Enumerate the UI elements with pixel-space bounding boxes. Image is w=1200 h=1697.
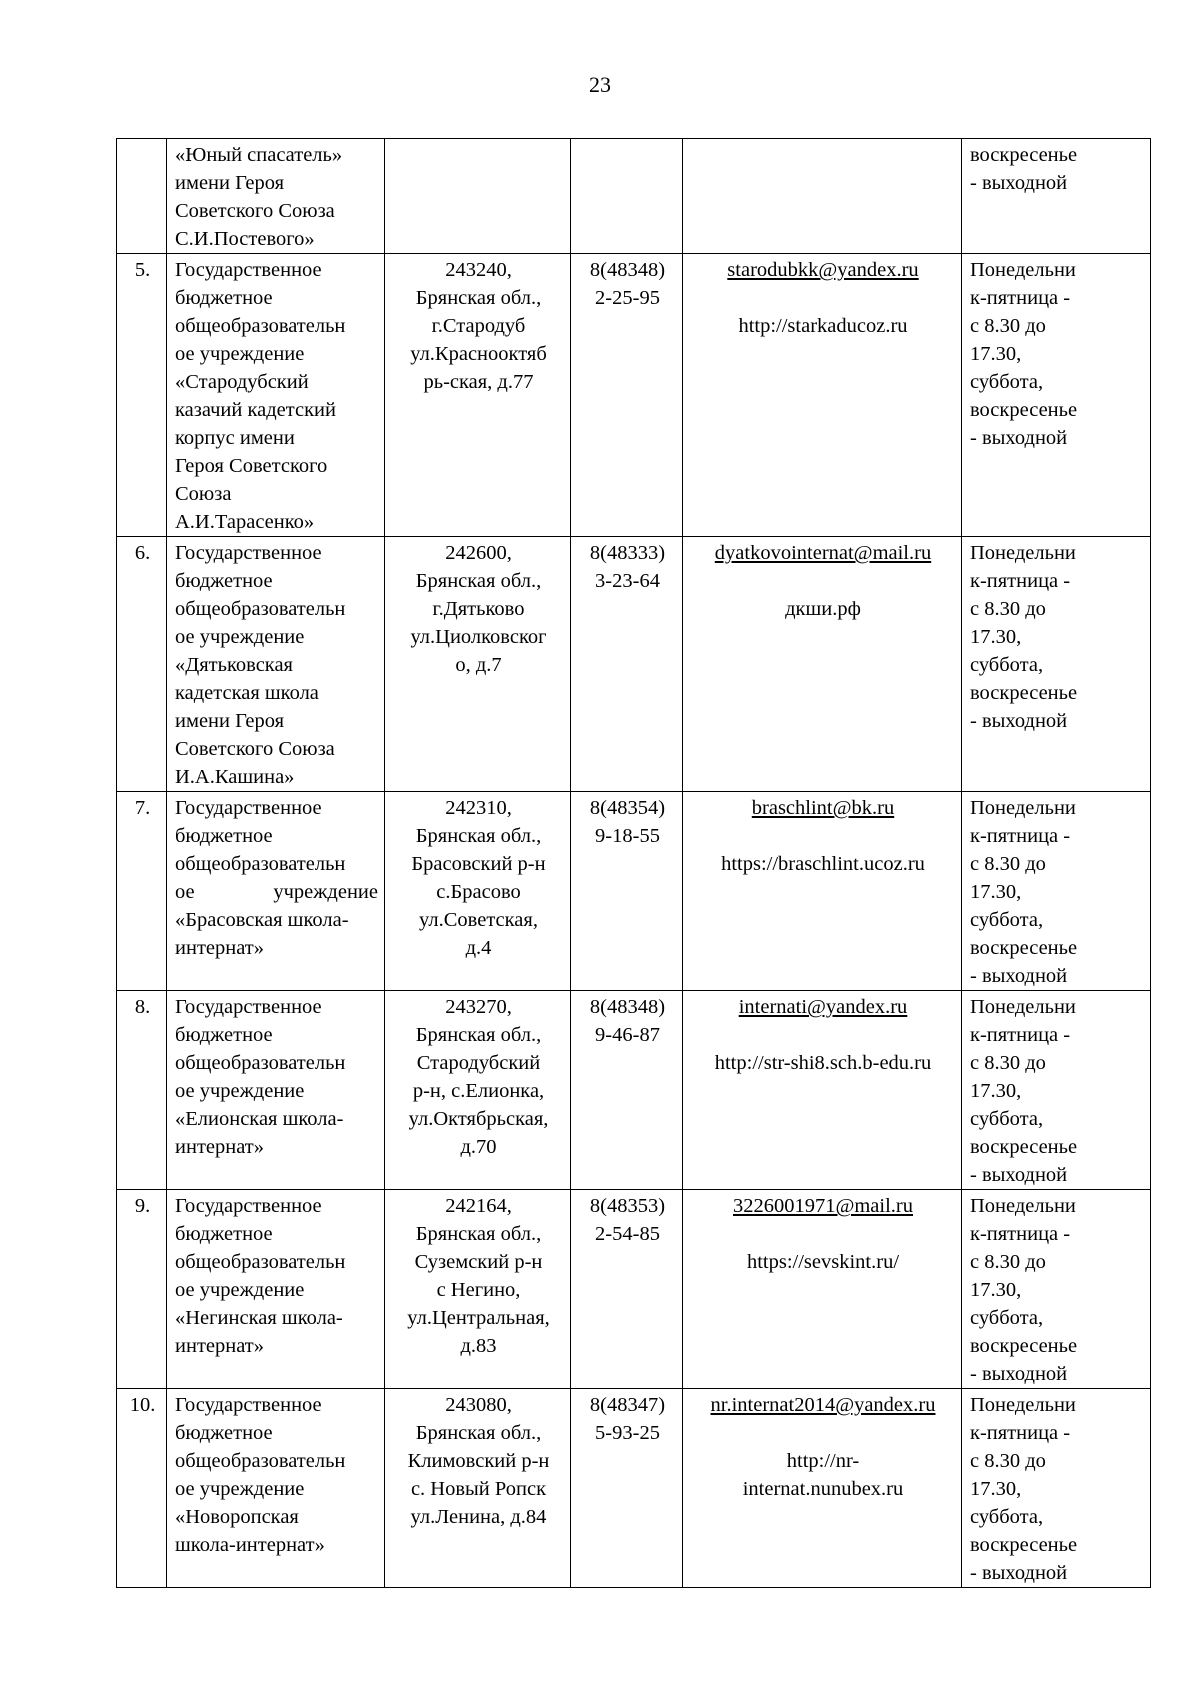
institution-name-line: бюджетное (175, 1223, 273, 1245)
institution-name-line: бюджетное (175, 287, 273, 309)
address-cell (385, 1389, 571, 1588)
working-hours-cell (962, 1190, 1151, 1389)
working-hours-line: воскресенье (970, 399, 1078, 421)
institution-name-line: общеобразовательн (175, 1052, 346, 1074)
website-link[interactable]: http://nr- (786, 1450, 860, 1472)
institution-name-line: Государственное (175, 1394, 322, 1416)
address-line: г.Стародуб (431, 315, 526, 337)
institution-name-line: казачий кадетский (175, 399, 336, 421)
working-hours-line: 17.30, (970, 626, 1022, 648)
table-row (117, 254, 1151, 537)
institution-name-cell (167, 991, 385, 1190)
working-hours-line: Понедельни (970, 1394, 1076, 1416)
row-number: 7. (134, 797, 151, 819)
institution-name-cell (167, 1389, 385, 1588)
phone-cell (571, 254, 683, 537)
institution-name-line: школа-интернат» (175, 1534, 325, 1556)
spacer (691, 822, 955, 850)
website-link[interactable]: https://sevskint.ru/ (746, 1251, 900, 1273)
contacts-cell (683, 792, 962, 991)
working-hours-cell (962, 537, 1151, 792)
working-hours-line: 17.30, (970, 1080, 1022, 1102)
institution-name-line: С.И.Постевого» (175, 228, 315, 250)
institution-name-line: ое учреждение (175, 1279, 305, 1301)
working-hours-line: Понедельни (970, 1195, 1076, 1217)
table-row (117, 991, 1151, 1190)
institution-name-line: общеобразовательн (175, 315, 346, 337)
phone-line: 8(48353) (589, 1195, 666, 1217)
working-hours-line: к-пятница - (970, 570, 1071, 592)
phone-line: 8(48354) (589, 797, 666, 819)
institution-name-line: ое учреждение (175, 1080, 305, 1102)
institution-name-line: бюджетное (175, 570, 273, 592)
address-line: ул.Центральная, (407, 1307, 550, 1329)
email-wrap (691, 1192, 955, 1220)
address-line: 243080, (445, 1394, 512, 1416)
institution-name-cell (167, 537, 385, 792)
working-hours-line: к-пятница - (970, 1024, 1071, 1046)
institution-name-line: бюджетное (175, 1422, 273, 1444)
table-row (117, 1389, 1151, 1588)
email-link[interactable]: braschlint@bk.ru (751, 797, 895, 819)
institution-name-line: ое учреждение (175, 1478, 305, 1500)
row-number: 8. (134, 996, 151, 1018)
working-hours-line: с 8.30 до (970, 598, 1046, 620)
working-hours-line: 17.30, (970, 1478, 1022, 1500)
working-hours-line: с 8.30 до (970, 1251, 1046, 1273)
address-cell (385, 1190, 571, 1389)
email-wrap (691, 794, 955, 822)
address-line: 242164, (445, 1195, 512, 1217)
phone-line: 8(48333) (589, 542, 666, 564)
working-hours-line: воскресенье (970, 1534, 1078, 1556)
working-hours-line: - выходной (970, 1562, 1068, 1584)
institution-name-line: А.И.Тарасенко» (175, 511, 315, 533)
working-hours-line: 17.30, (970, 1279, 1022, 1301)
phone-line: 9-46-87 (595, 1024, 660, 1046)
table-row (117, 537, 1151, 792)
working-hours-line: - выходной (970, 710, 1068, 732)
institution-name-line: интернат» (175, 1136, 264, 1158)
address-line: Суземский р-н (414, 1251, 543, 1273)
address-line: Стародубский (416, 1052, 541, 1074)
row-number-cell (117, 139, 167, 254)
phone-cell (571, 139, 683, 254)
row-number: 6. (134, 542, 151, 564)
address-line: рь-ская, д.77 (423, 371, 534, 393)
institution-name-line: Государственное (175, 1195, 322, 1217)
email-link[interactable]: nr.internat2014@yandex.ru (710, 1394, 936, 1416)
institution-name-line: «Брасовская школа- (175, 909, 349, 931)
working-hours-line: Понедельни (970, 542, 1076, 564)
institution-name-line: «Новоропская (175, 1506, 299, 1528)
page-number: 23 (589, 72, 611, 97)
institution-name-line: «Елионская школа- (175, 1108, 344, 1130)
institution-name-cell (167, 1190, 385, 1389)
row-number-cell (117, 254, 167, 537)
contacts-cell (683, 991, 962, 1190)
working-hours-cell (962, 139, 1151, 254)
email-wrap (691, 539, 955, 567)
contacts-cell (683, 1389, 962, 1588)
table-row (117, 139, 1151, 254)
address-cell (385, 991, 571, 1190)
address-line: Брянская обл., (415, 1223, 542, 1245)
address-line: ул.Советская, (419, 909, 538, 931)
address-line: д.4 (465, 937, 492, 959)
institution-name-line: Советского Союза (175, 738, 335, 760)
working-hours-line: - выходной (970, 965, 1068, 987)
website-link[interactable]: http://starkaducoz.ru (738, 315, 908, 337)
row-number-cell (117, 792, 167, 991)
institution-name-line (175, 878, 378, 906)
table-body (117, 139, 1151, 1588)
address-cell (385, 537, 571, 792)
institution-name-line: интернат» (175, 937, 264, 959)
contacts-cell (683, 537, 962, 792)
table-row (117, 1190, 1151, 1389)
working-hours-line: - выходной (970, 1164, 1068, 1186)
row-number: 9. (134, 1195, 151, 1217)
website-link[interactable]: http://str-shi8.sch.b-edu.ru (714, 1052, 932, 1074)
working-hours-line: - выходной (970, 427, 1068, 449)
phone-cell (571, 537, 683, 792)
address-line: ул.Октябрьская, (408, 1108, 549, 1130)
institution-name-line: «Юный спасатель» (175, 144, 343, 166)
phone-line: 9-18-55 (595, 825, 660, 847)
address-line: ул.Краснооктяб (410, 343, 547, 365)
address-line: с. Новый Ропск (410, 1478, 547, 1500)
email-link[interactable]: starodubkk@yandex.ru (727, 259, 919, 281)
row-number: 10. (129, 1394, 156, 1416)
working-hours-cell (962, 792, 1151, 991)
phone-line: 3-23-64 (595, 570, 660, 592)
row-number: 5. (134, 259, 151, 281)
phone-cell (571, 792, 683, 991)
contacts-cell (683, 139, 962, 254)
working-hours-line: суббота, (970, 1108, 1044, 1130)
contacts-cell (683, 1190, 962, 1389)
institution-name-line: «Дятьковская (175, 654, 293, 676)
website-link[interactable]: дкши.рф (785, 598, 861, 620)
institution-name-word: ое (175, 881, 195, 903)
institution-name-line: имени Героя (175, 710, 285, 732)
email-link[interactable]: dyatkovointernat@mail.ru (714, 542, 932, 564)
website-link[interactable]: https://braschlint.ucoz.ru (721, 853, 925, 875)
institution-name-line: имени Героя (175, 172, 285, 194)
address-line: г.Дятьково (432, 598, 525, 620)
working-hours-cell (962, 1389, 1151, 1588)
working-hours-line: с 8.30 до (970, 1450, 1046, 1472)
address-line: ул.Ленина, д.84 (410, 1506, 547, 1528)
address-line: 242310, (445, 797, 512, 819)
institution-name-line: Союза (175, 483, 232, 505)
phone-cell (571, 991, 683, 1190)
phone-line: 2-25-95 (595, 287, 660, 309)
institution-name-line: общеобразовательн (175, 1251, 346, 1273)
table-row (117, 792, 1151, 991)
institution-name-cell (167, 792, 385, 991)
spacer (691, 1220, 955, 1248)
institution-name-line: бюджетное (175, 825, 273, 847)
address-line: ул.Циолковског (410, 626, 547, 648)
spacer (691, 284, 955, 312)
spacer (691, 1021, 955, 1049)
phone-cell (571, 1389, 683, 1588)
institution-name-cell (167, 139, 385, 254)
phone-line: 5-93-25 (595, 1422, 660, 1444)
working-hours-line: - выходной (970, 172, 1068, 194)
working-hours-line: воскресенье (970, 1136, 1078, 1158)
address-line: Брянская обл., (415, 570, 542, 592)
email-link[interactable]: internati@yandex.ru (738, 996, 908, 1018)
institution-name-line: «Негинская школа- (175, 1307, 343, 1329)
institution-name-line: общеобразовательн (175, 1450, 346, 1472)
phone-line: 8(48348) (589, 259, 666, 281)
institution-name-line: Государственное (175, 996, 322, 1018)
working-hours-line: суббота, (970, 654, 1044, 676)
address-line: 243240, (445, 259, 512, 281)
address-cell (385, 792, 571, 991)
working-hours-cell (962, 254, 1151, 537)
address-line: д.70 (460, 1136, 497, 1158)
institution-name-line: интернат» (175, 1335, 264, 1357)
institution-name-line: Государственное (175, 542, 322, 564)
institution-name-line: общеобразовательн (175, 598, 346, 620)
working-hours-line: суббота, (970, 371, 1044, 393)
working-hours-line: 17.30, (970, 343, 1022, 365)
working-hours-line: воскресенье (970, 1335, 1078, 1357)
working-hours-line: суббота, (970, 1307, 1044, 1329)
row-number-cell (117, 991, 167, 1190)
institution-name-line: Советского Союза (175, 200, 335, 222)
working-hours-line: 17.30, (970, 881, 1022, 903)
address-line: Брасовский р-н (411, 853, 546, 875)
institution-name-line: кадетская школа (175, 682, 319, 704)
working-hours-line: к-пятница - (970, 825, 1071, 847)
spacer (691, 1419, 955, 1447)
row-number-cell (117, 1389, 167, 1588)
institution-name-line: Государственное (175, 259, 322, 281)
email-link[interactable]: 3226001971@mail.ru (732, 1195, 913, 1217)
website-link[interactable]: internat.nunubex.ru (742, 1478, 904, 1500)
address-line: 243270, (445, 996, 512, 1018)
address-cell (385, 254, 571, 537)
working-hours-line: с 8.30 до (970, 1052, 1046, 1074)
address-line: Брянская обл., (415, 825, 542, 847)
row-number-cell (117, 537, 167, 792)
row-number-cell (117, 1190, 167, 1389)
address-line: р-н, с.Елионка, (412, 1080, 545, 1102)
institution-name-line: И.А.Кашина» (175, 766, 295, 788)
address-line: Брянская обл., (415, 1024, 542, 1046)
working-hours-line: воскресенье (970, 144, 1078, 166)
working-hours-line: суббота, (970, 909, 1044, 931)
institution-name-line: ое учреждение (175, 626, 305, 648)
address-line: с Негино, (436, 1279, 521, 1301)
address-line: с.Брасово (436, 881, 521, 903)
address-line: Брянская обл., (415, 287, 542, 309)
address-line: о, д.7 (455, 654, 502, 676)
email-wrap (691, 993, 955, 1021)
address-cell (385, 139, 571, 254)
working-hours-line: с 8.30 до (970, 853, 1046, 875)
institution-name-line: корпус имени (175, 427, 295, 449)
working-hours-line: - выходной (970, 1363, 1068, 1385)
working-hours-line: Понедельни (970, 797, 1076, 819)
institution-name-line: «Стародубский (175, 371, 309, 393)
working-hours-line: воскресенье (970, 937, 1078, 959)
institution-name-line: Государственное (175, 797, 322, 819)
schools-table (116, 138, 1151, 1588)
working-hours-line: к-пятница - (970, 1223, 1071, 1245)
working-hours-line: Понедельни (970, 259, 1076, 281)
phone-line: 8(48348) (589, 996, 666, 1018)
phone-cell (571, 1190, 683, 1389)
address-line: Климовский р-н (407, 1450, 550, 1472)
working-hours-line: воскресенье (970, 682, 1078, 704)
address-line: 242600, (445, 542, 512, 564)
working-hours-cell (962, 991, 1151, 1190)
institution-name-cell (167, 254, 385, 537)
institution-name-line: общеобразовательн (175, 853, 346, 875)
address-line: Брянская обл., (415, 1422, 542, 1444)
email-wrap (691, 1391, 955, 1419)
spacer (691, 567, 955, 595)
institution-name-line: ое учреждение (175, 343, 305, 365)
institution-name-line: Героя Советского (175, 455, 328, 477)
working-hours-line: с 8.30 до (970, 315, 1046, 337)
contacts-cell (683, 254, 962, 537)
working-hours-line: Понедельни (970, 996, 1076, 1018)
working-hours-line: к-пятница - (970, 1422, 1071, 1444)
institution-name-word: учреждение (273, 881, 378, 903)
address-line: д.83 (460, 1335, 497, 1357)
email-wrap (691, 256, 955, 284)
working-hours-line: суббота, (970, 1506, 1044, 1528)
working-hours-line: к-пятница - (970, 287, 1071, 309)
phone-line: 2-54-85 (595, 1223, 660, 1245)
institution-name-line: бюджетное (175, 1024, 273, 1046)
phone-line: 8(48347) (589, 1394, 666, 1416)
